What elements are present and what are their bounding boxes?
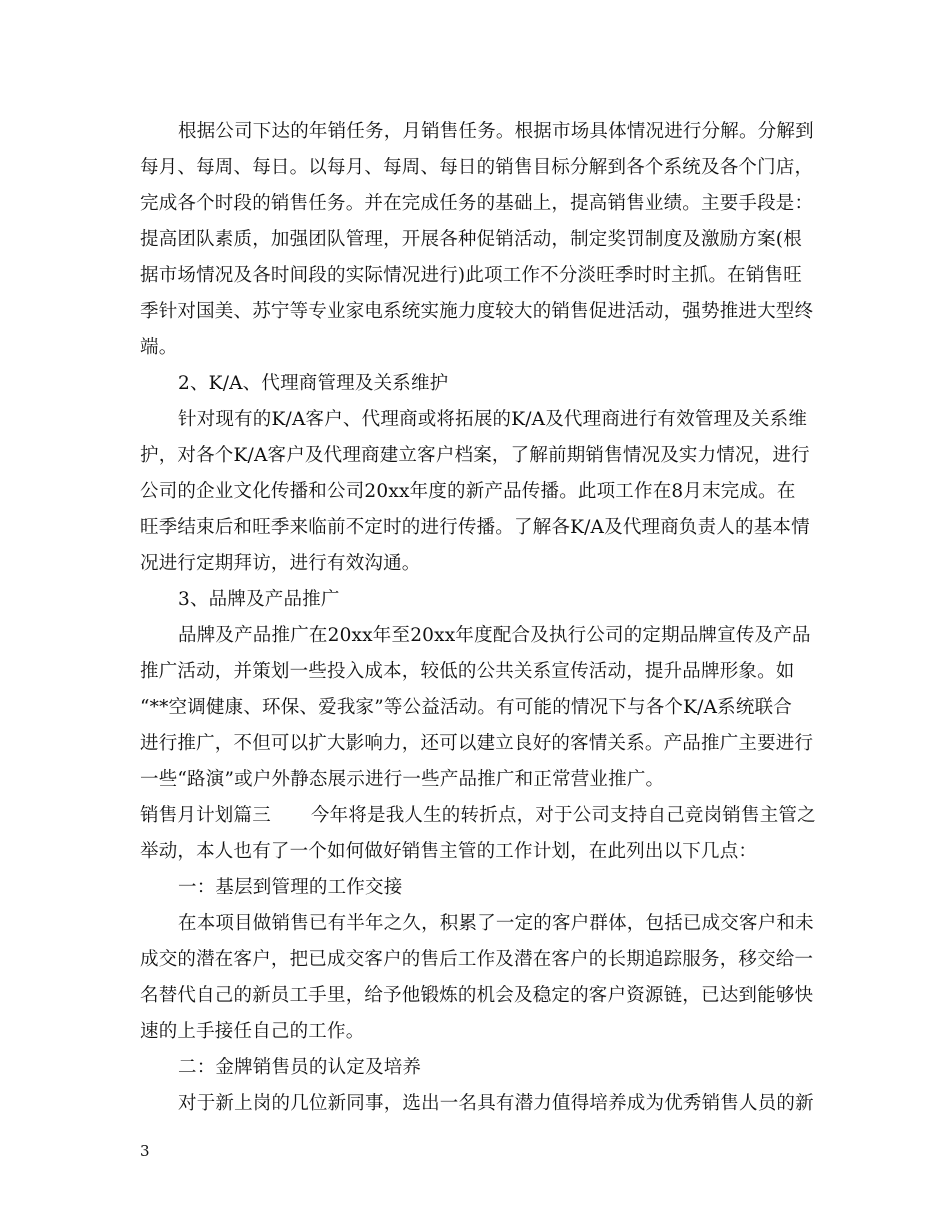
section-heading-gold-sales: 二：金牌销售员的认定及培养 <box>178 1057 422 1078</box>
paragraph-line: 对于新上岗的几位新同事，选出一名具有潜力值得培养成为优秀销售人员的新 <box>178 1093 814 1114</box>
paragraph-line: 速的上手接任自己的工作。 <box>140 1021 365 1042</box>
paragraph-line: 成交的潜在客户，把已成交客户的售后工作及潜在客户的长期追踪服务，移交给一 <box>140 949 814 970</box>
plan-title: 销售月计划篇三 <box>140 805 271 826</box>
section-heading-handover: 一：基层到管理的工作交接 <box>178 877 403 898</box>
paragraph-line: 一些“路演”或户外静态展示进行一些产品推广和正常营业推广。 <box>140 769 665 790</box>
section-heading-brand-promotion: 3、品牌及产品推广 <box>178 589 340 610</box>
paragraph-line: 旺季结束后和旺季来临前不定时的进行传播。了解各K/A及代理商负责人的基本情 <box>140 517 810 538</box>
paragraph-line: 举动，本人也有了一个如何做好销售主管的工作计划，在此列出以下几点： <box>140 841 758 862</box>
paragraph-line: 针对现有的K/A客户、代理商或将拓展的K/A及代理商进行有效管理及关系维 <box>178 409 808 430</box>
paragraph-line: 护，对各个K/A客户及代理商建立客户档案，了解前期销售情况及实力情况，进行 <box>140 445 810 466</box>
paragraph-text: 今年将是我人生的转折点，对于公司支持自己竞岗销售主管之 <box>310 805 816 826</box>
section-heading-ka-agents: 2、K/A、代理商管理及关系维护 <box>178 373 449 394</box>
paragraph-line: 根据公司下达的年销任务，月销售任务。根据市场具体情况进行分解。分解到 <box>178 121 814 142</box>
paragraph-line: 端。 <box>140 337 178 358</box>
paragraph-line: 完成各个时段的销售任务。并在完成任务的基础上，提高销售业绩。主要手段是： <box>140 193 814 214</box>
paragraph-line: 每月、每周、每日。以每月、每周、每日的销售目标分解到各个系统及各个门店， <box>140 157 814 178</box>
paragraph-line: 品牌及产品推广在20xx年至20xx年度配合及执行公司的定期品牌宣传及产品 <box>178 625 811 646</box>
page-number: 3 <box>140 1142 150 1160</box>
paragraph-line: “**空调健康、环保、爱我家”等公益活动。有可能的情况下与各个K/A系统联合 <box>140 697 792 718</box>
paragraph-line: 名替代自己的新员工手里，给予他锻炼的机会及稳定的客户资源链，已达到能够快 <box>140 985 814 1006</box>
paragraph-line: 据市场情况及各时间段的实际情况进行)此项工作不分淡旺季时时主抓。在销售旺 <box>140 265 802 286</box>
paragraph-line: 进行推广，不但可以扩大影响力，还可以建立良好的客情关系。产品推广主要进行 <box>140 733 814 754</box>
paragraph-line: 提高团队素质，加强团队管理，开展各种促销活动，制定奖罚制度及激励方案(根 <box>140 229 802 250</box>
paragraph-line: 季针对国美、苏宁等专业家电系统实施力度较大的销售促进活动，强势推进大型终 <box>140 301 814 322</box>
paragraph-line: 况进行定期拜访，进行有效沟通。 <box>140 553 421 574</box>
paragraph-line: 公司的企业文化传播和公司20xx年度的新产品传播。此项工作在8月末完成。在 <box>140 481 796 502</box>
plan-title-line <box>140 804 820 828</box>
paragraph-line: 推广活动，并策划一些投入成本，较低的公共关系宣传活动，提升品牌形象。如 <box>140 661 795 682</box>
paragraph-line: 在本项目做销售已有半年之久，积累了一定的客户群体，包括已成交客户和未 <box>178 913 814 934</box>
